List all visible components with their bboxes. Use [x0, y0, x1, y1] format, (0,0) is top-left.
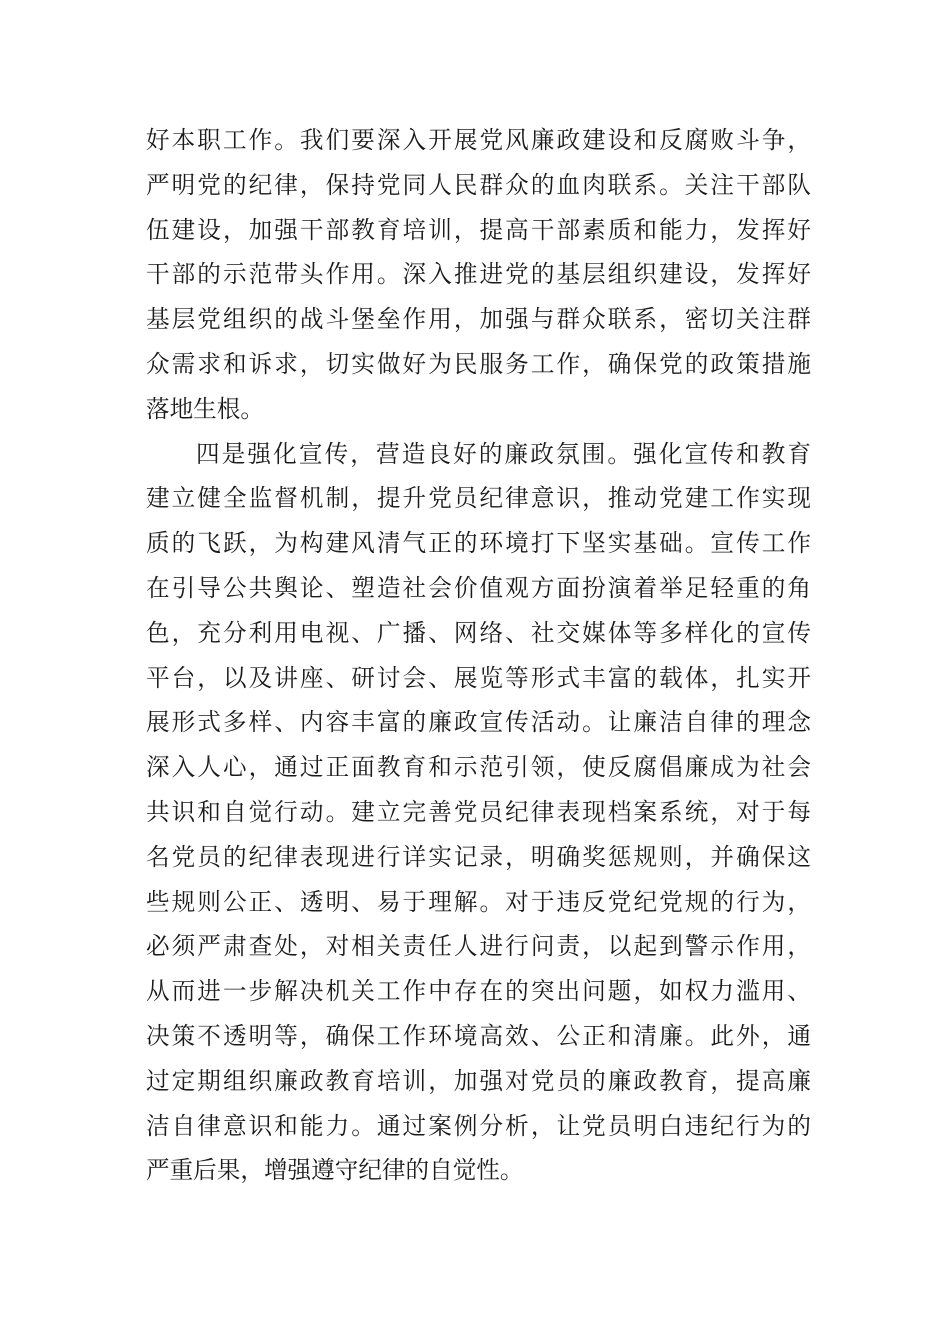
text-line: 在引导公共舆论、塑造社会价值观方面扮演着举足轻重的角 [146, 573, 811, 602]
text-line: 色，充分利用电视、广播、网络、社交媒体等多样化的宣传 [146, 618, 811, 647]
text-line: 洁自律意识和能力。通过案例分析，让党员明白违纪行为的 [146, 1111, 811, 1140]
text-line: 好本职工作。我们要深入开展党风廉政建设和反腐败斗争， [146, 126, 811, 154]
document-body [146, 118, 811, 1193]
text-line: 平台，以及讲座、研讨会、展览等形式丰富的载体，扎实开 [146, 663, 811, 692]
text-line: 建立健全监督机制，提升党员纪律意识，推动党建工作实现 [146, 484, 811, 513]
text-line: 深入人心，通过正面教育和示范引领，使反腐倡廉成为社会 [146, 753, 811, 782]
text-line: 名党员的纪律表现进行详实记录，明确奖惩规则，并确保这 [146, 842, 811, 871]
text-line: 基层党组织的战斗堡垒作用，加强与群众联系，密切关注群 [146, 305, 811, 334]
text-line: 干部的示范带头作用。深入推进党的基层组织建设，发挥好 [146, 260, 811, 289]
text-line: 些规则公正、透明、易于理解。对于违反党纪党规的行为， [146, 887, 811, 916]
text-line: 落地生根。 [146, 394, 264, 423]
text-line: 必须严肃查处，对相关责任人进行问责，以起到警示作用， [146, 932, 811, 961]
text-line: 从而进一步解决机关工作中存在的突出问题，如权力滥用、 [146, 977, 811, 1006]
text-line: 共识和自觉行动。建立完善党员纪律表现档案系统，对于每 [146, 797, 811, 826]
text-line: 众需求和诉求，切实做好为民服务工作，确保党的政策措施 [146, 349, 811, 378]
paragraph [146, 432, 811, 1194]
text-line: 展形式多样、内容丰富的廉政宣传活动。让廉洁自律的理念 [146, 708, 811, 737]
text-line: 质的飞跃，为构建风清气正的环境打下坚实基础。宣传工作 [146, 529, 811, 558]
text-line: 决策不透明等，确保工作环境高效、公正和清廉。此外，通 [146, 1021, 811, 1050]
text-line: 过定期组织廉政教育培训，加强对党员的廉政教育，提高廉 [146, 1066, 811, 1095]
paragraph [146, 118, 811, 432]
text-line: 严重后果，增强遵守纪律的自觉性。 [146, 1156, 524, 1185]
text-line: 严明党的纪律，保持党同人民群众的血肉联系。关注干部队 [146, 170, 811, 199]
text-line: 四是强化宣传，营造良好的廉政氛围。强化宣传和教育 [196, 439, 811, 468]
text-line: 伍建设，加强干部教育培训，提高干部素质和能力，发挥好 [146, 215, 811, 244]
